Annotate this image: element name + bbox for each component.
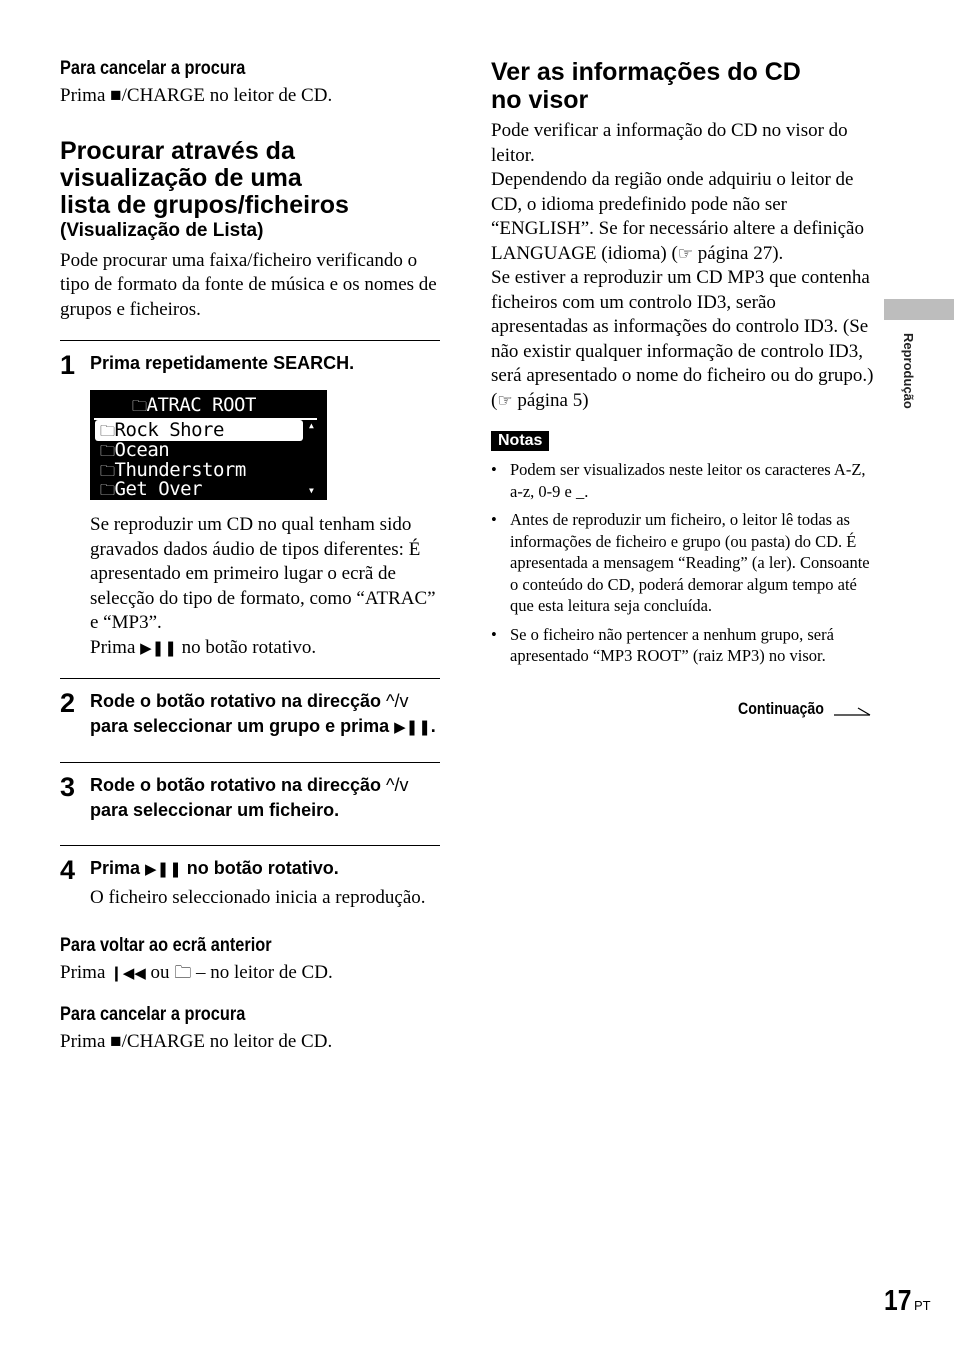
step-1-body-2: Prima ▶❚❚ no botão rotativo. xyxy=(90,636,317,658)
lcd-row-selected: 🗀Rock Shore xyxy=(95,420,303,441)
step-title: Prima ▶❚❚ no botão rotativo. xyxy=(90,858,339,878)
section-title-line2: visualização de uma xyxy=(60,163,302,192)
step-title: Rode o botão rotativo na direcção ^/v para seleccionar um grupo e prima ▶❚❚. xyxy=(90,691,436,736)
section-heading xyxy=(60,138,440,243)
notes-list xyxy=(491,459,876,667)
step-title: Rode o botão rotativo na direcção ^/v para seleccionar um ficheiro. xyxy=(90,775,409,820)
back-heading: Para voltar ao ecrã anterior xyxy=(60,934,272,956)
lcd-row: 🗀Thunderstorm xyxy=(100,459,246,481)
cd-info-p3: Se estiver a reproduzir um CD MP3 que contenha ficheiros com um controlo ID3, serão apresentadas as informações do controlo ID3. (Se não existir qualquer informação de controlo ID3, será apresentado o nome do ficheiro ou do grupo.) (☞ página 5) xyxy=(491,267,874,411)
lcd-display xyxy=(90,390,327,500)
step-1-body: Se reproduzir um CD no qual tenham sido gravados dados áudio de tipos diferentes: É apresentado em primeiro lugar o ecrã de selecção do tipo de formato, como “ATRAC” e “MP3”. xyxy=(90,514,436,633)
cancel-search-heading-bottom: Para cancelar a procura xyxy=(60,1004,246,1025)
cd-info-p1: Pode verificar a informação do CD no visor do leitor. xyxy=(491,120,848,166)
back-text: Prima ❙◀◀ ou 🗀 – no leitor de CD. xyxy=(60,961,333,983)
play-pause-icon: ▶❚❚ xyxy=(145,860,182,878)
notes-label: Notas xyxy=(491,431,549,451)
step-number: 2 xyxy=(60,688,76,718)
folder-icon: 🗀 xyxy=(100,442,115,460)
folder-icon: 🗀 xyxy=(132,397,147,415)
list-item: • Antes de reproduzir um ficheiro, o leitor lê todas as informações de ficheiro e grupo (ou pasta) do CD. É apresentada a mensagem “Reading” (a ler). Consoante o conteúdo do CD, poderá demorar algum tempo até que esta leitura seja concluída. xyxy=(491,509,876,617)
page-reference-icon: ☞ xyxy=(497,390,513,411)
chapter-side-label: Reprodução xyxy=(901,333,916,409)
folder-icon: 🗀 xyxy=(100,462,115,480)
section-title-line3: lista de grupos/ficheiros xyxy=(60,190,349,219)
step-title: Prima repetidamente SEARCH. xyxy=(90,353,355,373)
step-number: 4 xyxy=(60,855,76,885)
list-item: • Se o ficheiro não pertencer a nenhum grupo, será apresentado “MP3 ROOT” (raiz MP3) no visor. xyxy=(491,624,876,667)
continuation-arrow-icon xyxy=(834,705,872,717)
page-number: 17 xyxy=(884,1285,912,1317)
right-column xyxy=(491,58,876,674)
section-title-line1: Procurar através da xyxy=(60,136,295,165)
up-down-arrows-icon: ^/v xyxy=(386,691,409,711)
step-number: 1 xyxy=(60,350,76,380)
cancel-search-text-bottom: Prima ■/CHARGE no leitor de CD. xyxy=(60,1031,333,1052)
step-1 xyxy=(60,340,440,660)
page-language: PT xyxy=(914,1298,931,1313)
folder-icon: 🗀 xyxy=(100,481,115,499)
section-intro: Pode procurar uma faixa/ficheiro verificando o tipo de formato da fonte de música e os nomes de grupos e ficheiros. xyxy=(60,249,437,320)
cd-info-title-line2: no visor xyxy=(491,86,589,114)
section-subtitle: (Visualização de Lista) xyxy=(60,219,264,241)
cd-info-p2: Dependendo da região onde adquiriu o leitor de CD, o idioma predefinido pode não ser “ENGLISH”. Se for necessário altere a definição LANGUAGE (idioma) (☞ página 27). xyxy=(491,169,864,264)
stop-icon: ■ xyxy=(110,85,122,106)
stop-icon: ■ xyxy=(110,1031,122,1052)
lcd-row: 🗀Ocean xyxy=(100,439,170,461)
step-number: 3 xyxy=(60,772,76,802)
page-reference-icon: ☞ xyxy=(677,243,694,264)
step-2 xyxy=(60,678,440,740)
list-item: • Podem ser visualizados neste leitor os caracteres A-Z, a-z, 0-9 e _. xyxy=(491,459,876,502)
step-4 xyxy=(60,845,440,911)
play-pause-icon: ▶❚❚ xyxy=(140,638,177,657)
step-4-body: O ficheiro seleccionado inicia a reprodução. xyxy=(90,887,426,908)
notes-block xyxy=(491,431,876,667)
lcd-title: 🗀ATRAC ROOT xyxy=(132,394,256,416)
cd-info-title-line1: Ver as informações do CD xyxy=(491,58,801,86)
folder-icon: 🗀 xyxy=(174,962,192,983)
folder-icon: 🗀 xyxy=(100,422,115,440)
cancel-search-text-top: Prima ■/CHARGE no leitor de CD. xyxy=(60,85,333,106)
play-pause-icon: ▶❚❚ xyxy=(394,718,431,736)
scroll-down-icon: ▼ xyxy=(309,486,314,495)
cancel-search-heading-top: Para cancelar a procura xyxy=(60,58,246,79)
step-3 xyxy=(60,762,440,823)
lcd-row: 🗀Get Over xyxy=(100,478,203,500)
up-down-arrows-icon: ^/v xyxy=(386,775,409,795)
scroll-up-icon: ▲ xyxy=(309,421,314,430)
previous-track-icon: ❙◀◀ xyxy=(110,963,146,982)
section-tab-marker xyxy=(884,299,954,320)
continuation-marker: Continuação xyxy=(738,700,838,719)
left-column xyxy=(60,58,440,1055)
